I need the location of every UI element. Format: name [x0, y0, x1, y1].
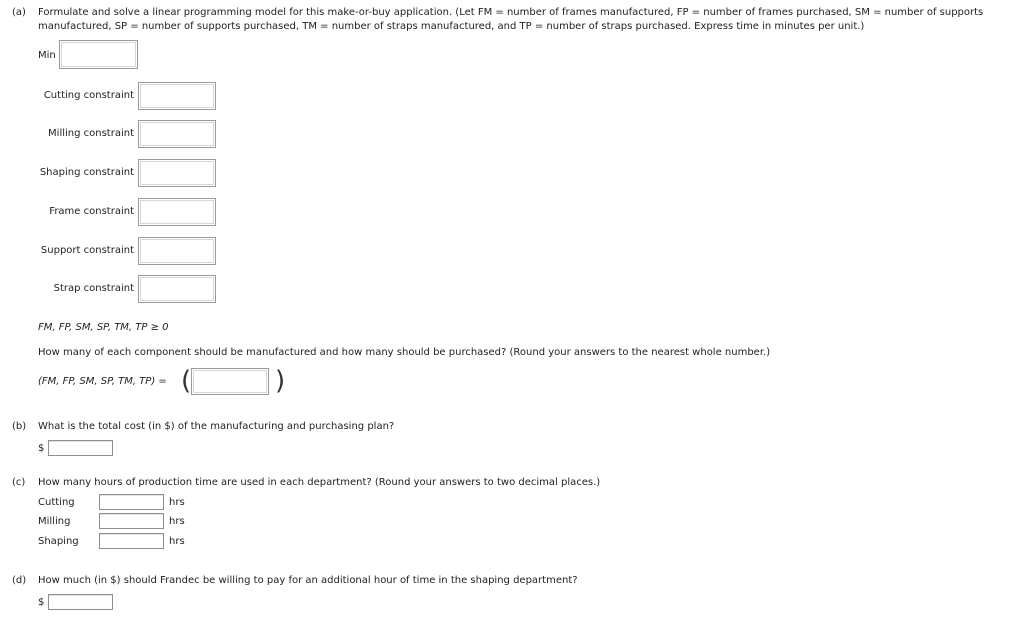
- shaping-constraint-input[interactable]: [138, 159, 216, 187]
- part-a-question: How many of each component should be manufactured and how many should be purchased? (Round your answers to the nearest whole number.): [38, 347, 771, 358]
- tuple-label: (FM, FP, SM, SP, TM, TP) =: [38, 376, 167, 387]
- milling-hours-unit: hrs: [169, 516, 185, 527]
- objective-input[interactable]: [59, 40, 138, 69]
- cutting-hours-unit: hrs: [169, 497, 185, 508]
- support-constraint-label: Support constraint: [40, 245, 134, 256]
- strap-constraint-input[interactable]: [138, 275, 216, 303]
- tuple-answer-input[interactable]: [191, 368, 269, 395]
- part-a-prompt-line1: Formulate and solve a linear programming model for this make-or-buy application. (Let FM = number of frames manufactured, FP = number of frames purchased, SM = number of supports: [38, 7, 984, 18]
- strap-constraint-label: Strap constraint: [53, 283, 134, 294]
- frame-constraint-label: Frame constraint: [49, 206, 134, 217]
- tuple-close-paren: ): [275, 366, 286, 396]
- shaping-hours-label: Shaping: [38, 536, 79, 547]
- shaping-hour-value-input[interactable]: [48, 594, 113, 610]
- cutting-constraint-input[interactable]: [138, 82, 216, 110]
- part-b-marker: (b): [12, 421, 27, 432]
- cutting-hours-label: Cutting: [38, 497, 75, 508]
- min-label: Min: [38, 50, 56, 61]
- frame-constraint-input[interactable]: [138, 198, 216, 226]
- part-c-question: How many hours of production time are used in each department? (Round your answers to two decimal places.): [38, 477, 601, 488]
- milling-hours-input[interactable]: [99, 513, 164, 529]
- part-a-prompt-line2: manufactured, SP = number of supports purchased, TM = number of straps manufactured, and TP = number of straps purchased. Express time in minutes per unit.): [38, 21, 865, 32]
- part-b-dollar-sign: $: [38, 443, 45, 454]
- cutting-hours-input[interactable]: [99, 494, 164, 510]
- milling-constraint-label: Milling constraint: [48, 128, 134, 139]
- nonnegativity-constraint: FM, FP, SM, SP, TM, TP ≥ 0: [38, 322, 169, 333]
- part-d-dollar-sign: $: [38, 597, 45, 608]
- shaping-constraint-label: Shaping constraint: [39, 167, 134, 178]
- part-a-marker: (a): [12, 7, 26, 18]
- part-d-marker: (d): [12, 575, 27, 586]
- milling-hours-label: Milling: [38, 516, 71, 527]
- cutting-constraint-label: Cutting constraint: [43, 90, 134, 101]
- tuple-open-paren: (: [181, 366, 192, 396]
- shaping-hours-input[interactable]: [99, 533, 164, 549]
- milling-constraint-input[interactable]: [138, 120, 216, 148]
- part-b-question: What is the total cost (in $) of the manufacturing and purchasing plan?: [38, 421, 395, 432]
- support-constraint-input[interactable]: [138, 237, 216, 265]
- part-d-question: How much (in $) should Frandec be willing to pay for an additional hour of time in the shaping department?: [38, 575, 578, 586]
- total-cost-input[interactable]: [48, 440, 113, 456]
- part-c-marker: (c): [12, 477, 26, 488]
- shaping-hours-unit: hrs: [169, 536, 185, 547]
